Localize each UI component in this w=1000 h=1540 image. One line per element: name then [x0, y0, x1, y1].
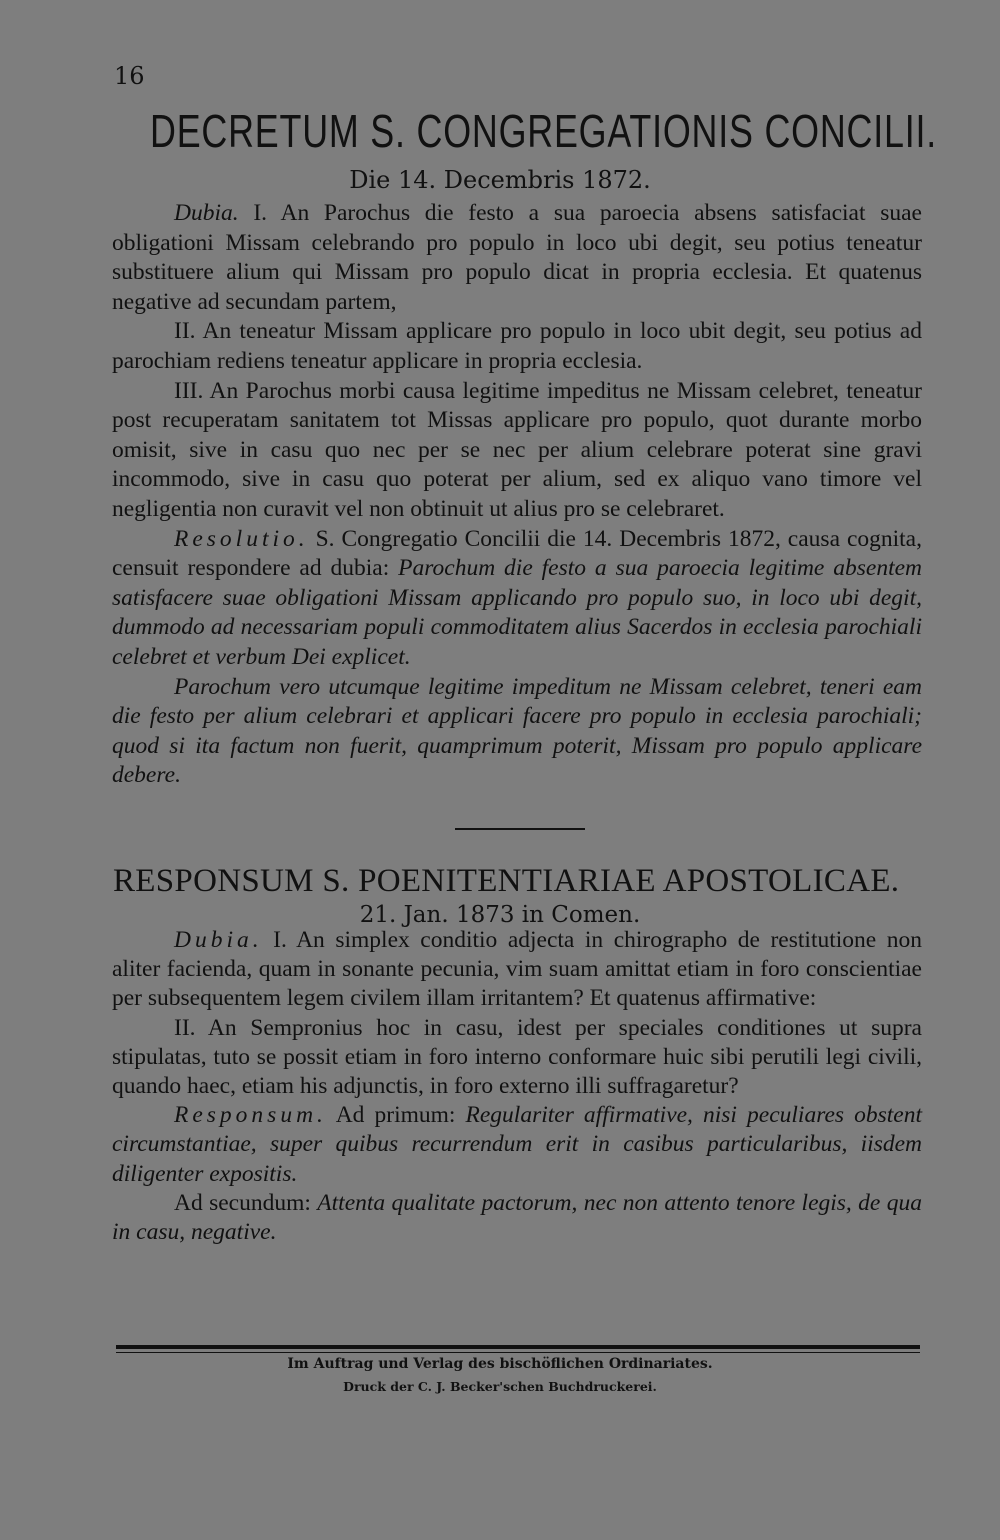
resolutio-label: Resolutio.: [174, 525, 309, 552]
decree-body: [112, 199, 922, 791]
responsum-body: [112, 926, 922, 1247]
responsum-dubium-1: Dubia. I. An simplex conditio adjecta in chirographo de restitutione non aliter facienda, quam in sonante pecunia, vim suam amittat etiam in foro conscientiae per subsequentem legem civilem illam irritantem? Et quatenus affirmative:: [112, 927, 922, 1012]
responsum-ad-secundum: Ad secundum: Attenta qualitate pactorum, nec non attento tenore legis, de qua in casu, negative.: [112, 1189, 922, 1246]
responsum-date: 21. Jan. 1873 in Comen.: [359, 902, 641, 928]
responsum-label: Responsum.: [174, 1102, 327, 1129]
decree-dubium-3: III. An Parochus morbi causa legitime impeditus ne Missam celebret, teneatur post recuperatam sanitatem tot Missas applicare pro populo, quot durante morbo omisit, sive in casu quo nec per se nec per alium celebrare poterat sine gravi incommodo, sive in casu quo poterat per alium, sed ex aliquo vano timore vel negligentia non curavit vel non obtinuit ut alius pro se celebraret.: [112, 377, 922, 522]
responsum-dubium-2: II. An Sempronius hoc in casu, idest per speciales conditiones ut supra stipulatas, tuto se possit etiam in foro interno conformare huic sibi perutili legi civili, quando haec, etiam his adjunctis, in foro externo illi suffragaretur?: [112, 1014, 922, 1100]
responsum-ad-primum: Responsum. Ad primum: Regulariter affirmative, nisi peculiares obstent circumstantiae, super quibus recurrendum erit in casibus particularibus, iisdem diligenter expositis.: [112, 1102, 922, 1187]
footer-rule-thick: [116, 1345, 920, 1349]
page-number: 16: [114, 62, 145, 90]
decree-title: DECRETUM S. CONGREGATIONIS CONCILII.: [150, 105, 937, 157]
footer-rule-thin: [116, 1352, 920, 1353]
section-divider: [455, 828, 585, 830]
dubia-label: Dubia.: [174, 200, 239, 226]
decree-date: Die 14. Decembris 1872.: [349, 166, 651, 194]
decree-resolutio-2: Parochum vero utcumque legitime impeditum ne Missam celebret, teneri eam die festo per alium celebrari et applicari facere pro populo in ecclesia parochiali; quod si ita factum non fuerit, quamprimum poterit, Missam pro populo applicare debere.: [112, 673, 922, 789]
footer-printer: Druck der C. J. Becker'schen Buchdruckerei.: [343, 1379, 657, 1394]
responsum-title: RESPONSUM S. POENITENTIARIAE APOSTOLICAE.: [113, 863, 900, 899]
decree-dubium-1: Dubia. I. An Parochus die festo a sua paroecia absens satisfaciat suae obligationi Missam celebrando pro populo in loco ubi degit, seu potius teneatur substituere alium qui Missam pro populo dicat in propria ecclesia. Et quatenus negative ad secundam partem,: [112, 200, 922, 315]
footer-publisher: Im Auftrag und Verlag des bischöflichen Ordinariates.: [287, 1356, 713, 1372]
decree-resolutio: Resolutio. S. Congregatio Concilii die 14. Decembris 1872, causa cognita, censuit respondere ad dubia: Parochum die festo a sua paroecia legitime absentem satisfacere suae obligationi Missam applicando pro populo suo, in loco ubi degit, dummodo ad necessariam populi commoditatem alius Sacerdos in ecclesia parochiali celebret et verbum Dei explicet.: [112, 525, 923, 670]
decree-dubium-2: II. An teneatur Missam applicare pro populo in loco ubit degit, seu potius ad parochiam rediens teneatur applicare in propria ecclesia.: [112, 318, 922, 374]
dubia-label: Dubia.: [174, 927, 263, 953]
